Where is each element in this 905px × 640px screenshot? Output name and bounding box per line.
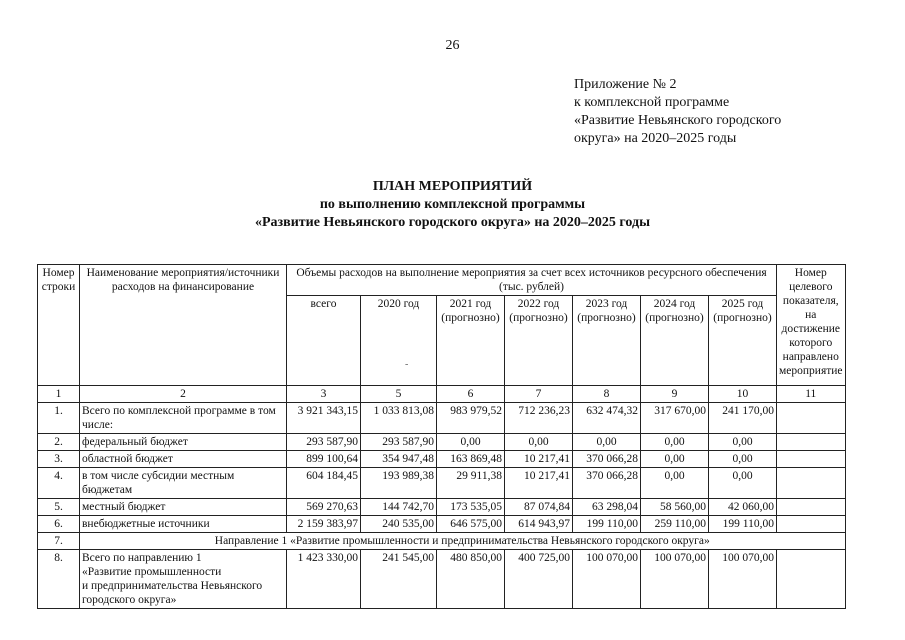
- row-name-line: Всего по направлению 1: [82, 552, 202, 564]
- cell-2024: 0,00: [641, 468, 709, 499]
- cell-2025: 241 170,00: [709, 403, 777, 434]
- cell-2023: 199 110,00: [573, 516, 641, 533]
- cell-total: 1 423 330,00: [287, 550, 361, 609]
- cell-2025: 0,00: [709, 434, 777, 451]
- table-row: [38, 550, 846, 609]
- cell-2024: 100 070,00: [641, 550, 709, 609]
- plan-title: [0, 178, 905, 232]
- direction-row: [38, 533, 846, 550]
- cell-total: 604 184,45: [287, 468, 361, 499]
- cell-indicator: [777, 550, 846, 609]
- cell-2022: 10 217,41: [505, 468, 573, 499]
- cell-indicator: [777, 434, 846, 451]
- row-number: 4.: [38, 468, 80, 499]
- table-row: [38, 434, 846, 451]
- row-number: 2.: [38, 434, 80, 451]
- column-index: 6: [437, 386, 505, 403]
- header-total: всего: [287, 296, 361, 386]
- cell-2021: 646 575,00: [437, 516, 505, 533]
- plan-table: [37, 264, 846, 609]
- row-number: 3.: [38, 451, 80, 468]
- header-name: Наименование мероприятия/источники расходов на финансирование: [80, 265, 287, 386]
- row-name: в том числе субсидии местным бюджетам: [80, 468, 287, 499]
- row-name: внебюджетные источники: [80, 516, 287, 533]
- cell-total: 293 587,90: [287, 434, 361, 451]
- appendix-line: Приложение № 2: [574, 77, 677, 92]
- cell-total: 3 921 343,15: [287, 403, 361, 434]
- row-name: местный бюджет: [80, 499, 287, 516]
- cell-2025: 199 110,00: [709, 516, 777, 533]
- cell-2021: 163 869,48: [437, 451, 505, 468]
- cell-2022: 0,00: [505, 434, 573, 451]
- column-index-row: [38, 386, 846, 403]
- cell-2023: 100 070,00: [573, 550, 641, 609]
- header-2023: 2023 год (прогнозно): [573, 296, 641, 386]
- cell-indicator: [777, 451, 846, 468]
- table-row: [38, 451, 846, 468]
- cell-2020: 240 535,00: [361, 516, 437, 533]
- cell-2020: 293 587,90: [361, 434, 437, 451]
- cell-2023: 370 066,28: [573, 451, 641, 468]
- appendix-line: «Развитие Невьянского городского: [574, 113, 782, 128]
- cell-total: 899 100,64: [287, 451, 361, 468]
- cell-2024: 0,00: [641, 434, 709, 451]
- cell-2021: 173 535,05: [437, 499, 505, 516]
- header-2021: 2021 год (прогнозно): [437, 296, 505, 386]
- cell-indicator: [777, 516, 846, 533]
- table-row: [38, 468, 846, 499]
- row-name: [80, 550, 287, 609]
- column-index: 1: [38, 386, 80, 403]
- cell-2020: 1 033 813,08: [361, 403, 437, 434]
- cell-2020: 241 545,00: [361, 550, 437, 609]
- row-number: 1.: [38, 403, 80, 434]
- cell-total: 569 270,63: [287, 499, 361, 516]
- cell-2021: 983 979,52: [437, 403, 505, 434]
- cell-2020: 354 947,48: [361, 451, 437, 468]
- header-volumes: Объемы расходов на выполнение мероприятия за счет всех источников ресурсного обеспечения (тыс. рублей): [287, 265, 777, 296]
- column-index: 3: [287, 386, 361, 403]
- cell-2022: 614 943,97: [505, 516, 573, 533]
- table-row: [38, 499, 846, 516]
- cell-2020: 144 742,70: [361, 499, 437, 516]
- header-2025: 2025 год (прогнозно): [709, 296, 777, 386]
- column-index: 10: [709, 386, 777, 403]
- row-number: 8.: [38, 550, 80, 609]
- row-number: 7.: [38, 533, 80, 550]
- cell-2022: 10 217,41: [505, 451, 573, 468]
- cell-2022: 400 725,00: [505, 550, 573, 609]
- cell-2023: 0,00: [573, 434, 641, 451]
- cell-2020: 193 989,38: [361, 468, 437, 499]
- header-2024: 2024 год (прогнозно): [641, 296, 709, 386]
- cell-indicator: [777, 499, 846, 516]
- cell-indicator: [777, 403, 846, 434]
- cell-2022: 712 236,23: [505, 403, 573, 434]
- table-row: [38, 516, 846, 533]
- row-name: Всего по комплексной программе в том числе:: [80, 403, 287, 434]
- cell-2022: 87 074,84: [505, 499, 573, 516]
- header-row-1: [38, 265, 846, 296]
- column-index: 7: [505, 386, 573, 403]
- direction-title: Направление 1 «Развитие промышленности и предпринимательства Невьянского городского округа»: [80, 533, 846, 550]
- table-row: [38, 403, 846, 434]
- column-index: 2: [80, 386, 287, 403]
- column-index: 8: [573, 386, 641, 403]
- row-name-line: «Развитие промышленности: [82, 566, 222, 578]
- cell-2023: 632 474,32: [573, 403, 641, 434]
- header-row-number: Номер строки: [38, 265, 80, 386]
- cell-2024: 317 670,00: [641, 403, 709, 434]
- title-line-2: по выполнению комплексной программы: [319, 197, 586, 212]
- column-index: 5: [361, 386, 437, 403]
- cell-2023: 370 066,28: [573, 468, 641, 499]
- row-name-line: городского округа»: [82, 594, 177, 606]
- row-name: областной бюджет: [80, 451, 287, 468]
- header-2020-label: 2020 год: [377, 298, 420, 310]
- cell-2025: 0,00: [709, 451, 777, 468]
- cell-2021: 480 850,00: [437, 550, 505, 609]
- row-name-line: и предпринимательства Невьянского: [82, 580, 263, 592]
- row-name: федеральный бюджет: [80, 434, 287, 451]
- cell-2024: 259 110,00: [641, 516, 709, 533]
- cell-2025: 0,00: [709, 468, 777, 499]
- cell-2024: 58 560,00: [641, 499, 709, 516]
- row-number: 6.: [38, 516, 80, 533]
- header-indicator: Номер целевого показателя, на достижение которого направлено мероприятие: [777, 265, 846, 386]
- row-number: 5.: [38, 499, 80, 516]
- header-2022: 2022 год (прогнозно): [505, 296, 573, 386]
- page-number: 26: [445, 38, 460, 53]
- dash-mark: -: [405, 359, 409, 370]
- title-line-3: «Развитие Невьянского городского округа» на 2020–2025 годы: [254, 215, 651, 230]
- title-line-1: ПЛАН МЕРОПРИЯТИЙ: [372, 179, 533, 194]
- appendix-line: к комплексной программе: [574, 95, 730, 110]
- cell-total: 2 159 383,97: [287, 516, 361, 533]
- appendix-note: [574, 76, 781, 148]
- cell-indicator: [777, 468, 846, 499]
- cell-2025: 100 070,00: [709, 550, 777, 609]
- cell-2021: 29 911,38: [437, 468, 505, 499]
- column-index: 11: [777, 386, 846, 403]
- cell-2023: 63 298,04: [573, 499, 641, 516]
- cell-2021: 0,00: [437, 434, 505, 451]
- header-2020: [361, 296, 437, 386]
- cell-2024: 0,00: [641, 451, 709, 468]
- appendix-line: округа» на 2020–2025 годы: [574, 131, 737, 146]
- column-index: 9: [641, 386, 709, 403]
- cell-2025: 42 060,00: [709, 499, 777, 516]
